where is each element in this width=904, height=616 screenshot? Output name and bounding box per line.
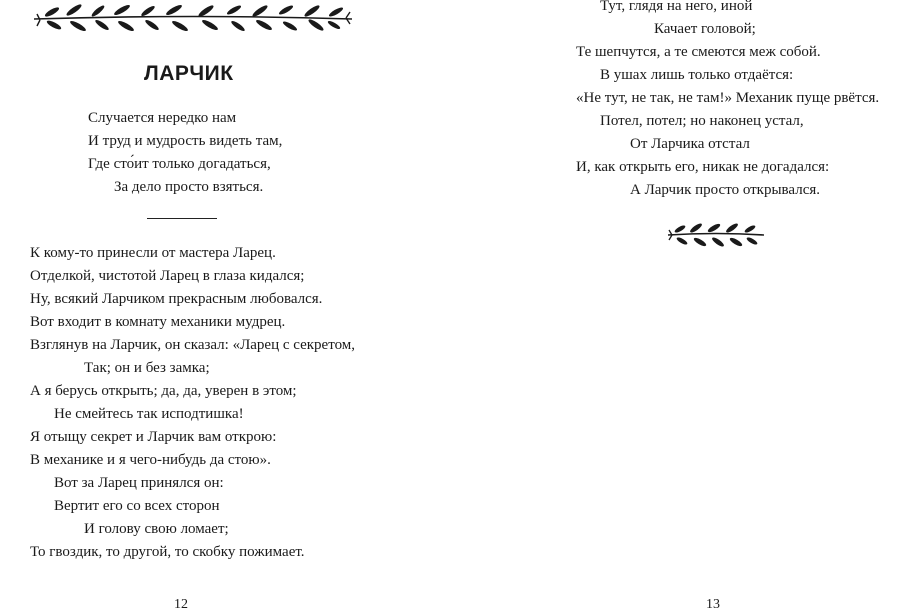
fable-line: И, как открыть его, никак не догадался: (576, 159, 830, 175)
epigraph-line: Где сто́ит только догадаться, (88, 156, 271, 172)
fable-line: В ушах лишь только отдаётся: (600, 67, 794, 83)
epigraph-line: За дело просто взяться. (114, 179, 264, 195)
fable-line: И голову свою ломает; (84, 521, 229, 537)
fable-line: Взглянув на Ларчик, он сказал: «Ларец с секретом, (30, 337, 356, 353)
fable-text (30, 242, 355, 564)
fable-line: От Ларчика отстал (630, 136, 750, 152)
right-page (452, 0, 904, 616)
fable-text (576, 0, 879, 202)
fable-line: Вот входит в комнату механики мудрец. (30, 314, 286, 330)
laurel-ornament-icon (666, 222, 766, 248)
fable-line: Отделкой, чистотой Ларец в глаза кидался; (30, 268, 305, 284)
fable-line: К кому-то принесли от мастера Ларец. (30, 245, 276, 261)
fable-line: Тут, глядя на него, иной (600, 0, 753, 14)
fable-line: В механике и я чего-нибудь да стою». (30, 452, 271, 468)
epigraph (88, 107, 282, 199)
fable-line: «Не тут, не так, не там!» Механик пуще рвётся. (576, 90, 880, 106)
fable-line: Так; он и без замка; (84, 360, 210, 376)
epigraph-line: Случается нередко нам (88, 110, 237, 126)
fable-line: А Ларчик просто открывался. (630, 182, 821, 198)
fable-line: Вертит его со всех сторон (54, 498, 220, 514)
fable-line: Не смейтесь так исподтишка! (54, 406, 244, 422)
poem-title: ЛАРЧИК (144, 62, 234, 85)
fable-line: Я отыщу секрет и Ларчик вам открою: (30, 429, 277, 445)
fable-line: А я берусь открыть; да, да, уверен в этом; (30, 383, 297, 399)
fable-line: Те шепчутся, а те смеются меж собой. (576, 44, 821, 60)
fable-line: Качает головой; (654, 21, 756, 37)
epigraph-line: И труд и мудрость видеть там, (88, 133, 283, 149)
fable-line: Вот за Ларец принялся он: (54, 475, 224, 491)
section-divider (147, 218, 217, 219)
fable-line: То гвоздик, то другой, то скобку пожимает. (30, 544, 305, 560)
page-number: 13 (706, 597, 720, 612)
laurel-ornament-icon (30, 4, 356, 32)
page-number: 12 (174, 597, 188, 612)
fable-line: Потел, потел; но наконец устал, (600, 113, 804, 129)
fable-line: Ну, всякий Ларчиком прекрасным любовался. (30, 291, 323, 307)
